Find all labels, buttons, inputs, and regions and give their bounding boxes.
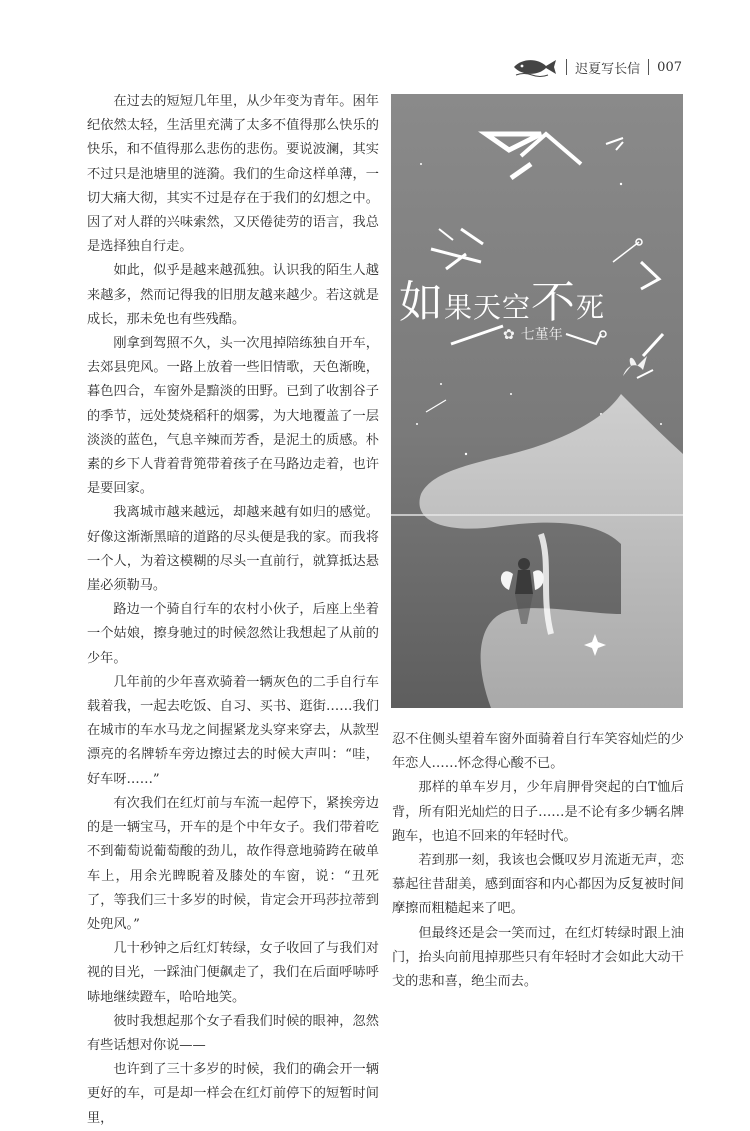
flower-icon: ✿ xyxy=(503,327,515,343)
illustration xyxy=(391,94,683,708)
body-paragraph: 几年前的少年喜欢骑着一辆灰色的二手自行车载着我，一起去吃饭、自习、买书、逛街……我们在城市的车水马龙之间握紧龙头穿来穿去，从款型漂亮的名牌轿车旁边擦过去的时候大声叫：“哇，好车呀……” xyxy=(87,674,379,787)
page-number: 007 xyxy=(657,59,682,75)
title-char: 如 xyxy=(399,277,444,328)
left-text-column xyxy=(87,90,379,1131)
body-paragraph: 彼时我想起那个女子看我们时候的眼神，忽然有些话想对你说—— xyxy=(87,1013,379,1053)
body-paragraph: 我离城市越来越远，却越来越有如归的感觉。好像这渐渐黑暗的道路的尽头便是我的家。而我将一个人，为着这模糊的尽头一直前行，就算抵达悬崖必须勒马。 xyxy=(87,505,379,594)
body-paragraph: 刚拿到驾照不久，头一次甩掉陪练独自开车，去郊县兜风。一路上放着一些旧情歌，天色渐晚，暮色四合，车窗外是黯淡的田野。已到了收割谷子的季节，远处焚烧稻秆的烟雾，为大地覆盖了一层淡淡的蓝色，气息辛辣而芳香，是泥土的质感。朴素的乡下人背着背篼带着孩子在马路边走着，也许是要回家。 xyxy=(87,336,379,497)
running-header xyxy=(512,52,682,82)
author-name: 七堇年 xyxy=(520,327,563,343)
header-divider xyxy=(566,59,567,75)
fish-logo-icon xyxy=(512,56,558,78)
title-char: 不 xyxy=(531,277,577,328)
title-char: 死 xyxy=(576,291,606,324)
body-paragraph: 有次我们在红灯前与车流一起停下，紧挨旁边的是一辆宝马，开车的是个中年女子。我们带着吃不到葡萄说葡萄酸的劲儿，故作得意地骑跨在破单车上，用余光睥睨着及膝处的车窗，说：“丑死了，等我们三十多岁的时候，肯定会开玛莎拉蒂到处兜风。” xyxy=(87,795,379,932)
illustration-author xyxy=(503,324,563,344)
title-char: 天 xyxy=(473,291,503,324)
body-paragraph: 在过去的短短几年里，从少年变为青年。困年纪依然太轻，生活里充满了太多不值得那么快乐的快乐，和不值得那么悲伤的悲伤。要说波澜，其实不过只是池塘里的涟漪。我们的生命这样单薄，一切大痛大彻，其实不过是存在于我们的幻想之中。因了对人群的兴味索然，又厌倦徒劳的语言，我总是选择独自行走。 xyxy=(87,94,379,255)
header-divider xyxy=(648,59,649,75)
illustration-title xyxy=(399,266,605,330)
body-paragraph: 也许到了三十多岁的时候，我们的确会开一辆更好的车，可是却一样会在红灯前停下的短暂时间里， xyxy=(87,1062,379,1126)
right-text-column xyxy=(392,728,684,994)
body-paragraph: 几十秒钟之后红灯转绿，女子收回了与我们对视的目光，一踩油门便飙走了，我们在后面呼哧呼哧地继续蹬车，哈哈地笑。 xyxy=(87,941,379,1005)
illustration-art xyxy=(391,94,683,708)
body-paragraph: 忍不住侧头望着车窗外面骑着自行车笑容灿烂的少年恋人……怀念得心酸不已。 xyxy=(392,732,684,772)
body-paragraph: 路边一个骑自行车的农村小伙子，后座上坐着一个姑娘，擦身驰过的时候忽然让我想起了从前的少年。 xyxy=(87,602,379,666)
body-paragraph: 若到那一刻，我该也会慨叹岁月流逝无声，恋慕起往昔甜美，感到面容和内心都因为反复被时间摩擦而粗糙起来了吧。 xyxy=(392,853,684,917)
title-char: 果 xyxy=(444,291,474,324)
body-paragraph: 但最终还是会一笑而过，在红灯转绿时跟上油门，抬头向前甩掉那些只有年轻时才会如此大动干戈的悲和喜，绝尘而去。 xyxy=(392,925,684,990)
body-paragraph: 如此，似乎是越来越孤独。认识我的陌生人越来越多，然而记得我的旧朋友越来越少。若这就是成长，那未免也有些残酷。 xyxy=(87,263,379,327)
magazine-name: 迟夏写长信 xyxy=(575,61,641,77)
body-paragraph: 那样的单车岁月，少年肩胛骨突起的白T恤后背，所有阳光灿烂的日子……是不论有多少辆名牌跑车，也追不回来的年轻时代。 xyxy=(392,780,684,844)
title-char: 空 xyxy=(502,291,532,324)
